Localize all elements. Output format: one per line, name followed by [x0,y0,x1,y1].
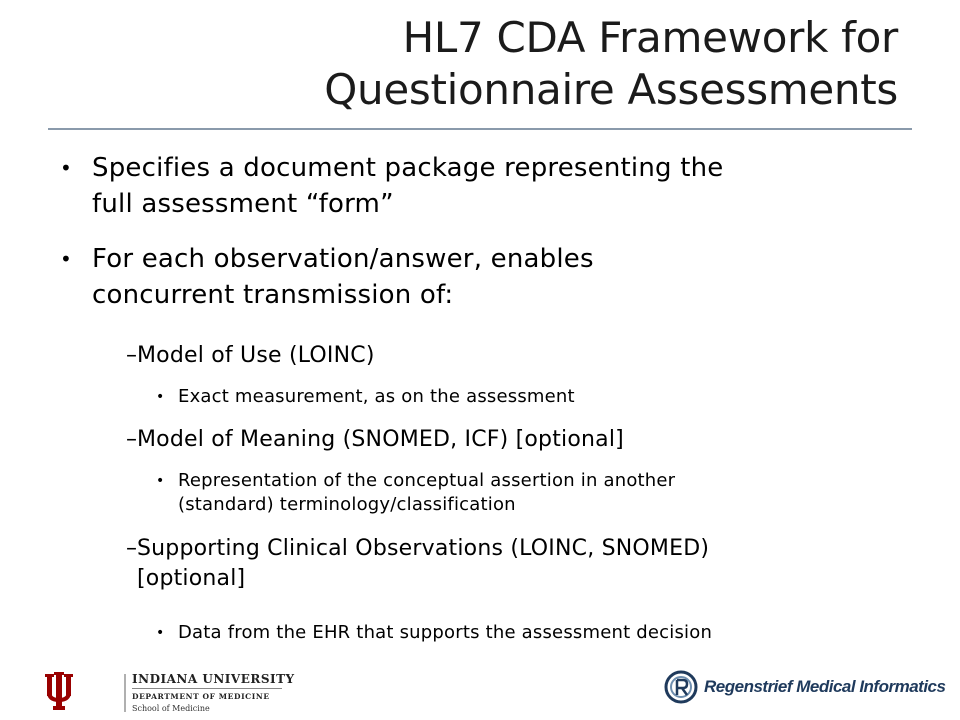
sub-bullet-marker: – [126,427,137,452]
sub-bullet-line: Model of Use (LOINC) [137,343,375,368]
sub-bullet-marker: – [126,343,137,368]
sub-bullet-text [137,341,877,371]
regenstrief-logo [664,668,946,708]
sub-bullet-text [137,425,877,455]
sub-sub-bullet-text [178,385,868,409]
logo-divider [124,674,126,712]
sub-sub-bullet-line: Data from the EHR that supports the assessment decision [178,622,713,643]
logo-underline [132,688,282,689]
title-line-2: Questionnaire Assessments [324,65,898,114]
indiana-university-logo [44,666,295,716]
bullet-marker: • [60,156,72,180]
bullet-line: full assessment “form” [92,189,394,219]
school-name: School of Medicine [132,704,210,713]
iu-trident-icon [44,672,74,712]
sub-bullet-text [137,534,877,594]
sub-sub-bullet-text [178,621,868,645]
title-line-1: HL7 CDA Framework for [402,13,898,62]
sub-sub-bullet-line: (standard) terminology/classification [178,494,516,515]
bullet-text [92,241,902,313]
sub-sub-bullet-text [178,469,868,517]
department-name: DEPARTMENT OF MEDICINE [132,692,270,701]
regenstrief-mark-icon [664,670,698,704]
university-name: INDIANA UNIVERSITY [132,672,295,686]
sub-bullet-line: [optional] [137,566,246,591]
sub-bullet-line: Model of Meaning (SNOMED, ICF) [optional] [137,427,624,452]
regenstrief-name: Regenstrief Medical Informatics [704,677,946,696]
sub-sub-bullet-line: Exact measurement, as on the assessment [178,386,575,407]
bullet-text [92,150,902,222]
bullet-line: For each observation/answer, enables [92,244,594,274]
title-divider [48,128,912,130]
sub-sub-bullet-marker: • [156,473,165,489]
sub-bullet-marker: – [126,536,137,561]
bullet-marker: • [60,247,72,271]
sub-sub-bullet-marker: • [156,389,165,405]
sub-sub-bullet-marker: • [156,625,165,641]
sub-sub-bullet-line: Representation of the conceptual assertion in another [178,470,676,491]
sub-bullet-line: Supporting Clinical Observations (LOINC, SNOMED) [137,536,710,561]
slide-title [324,12,898,116]
bullet-line: Specifies a document package representing the [92,153,724,183]
bullet-line: concurrent transmission of: [92,280,454,310]
